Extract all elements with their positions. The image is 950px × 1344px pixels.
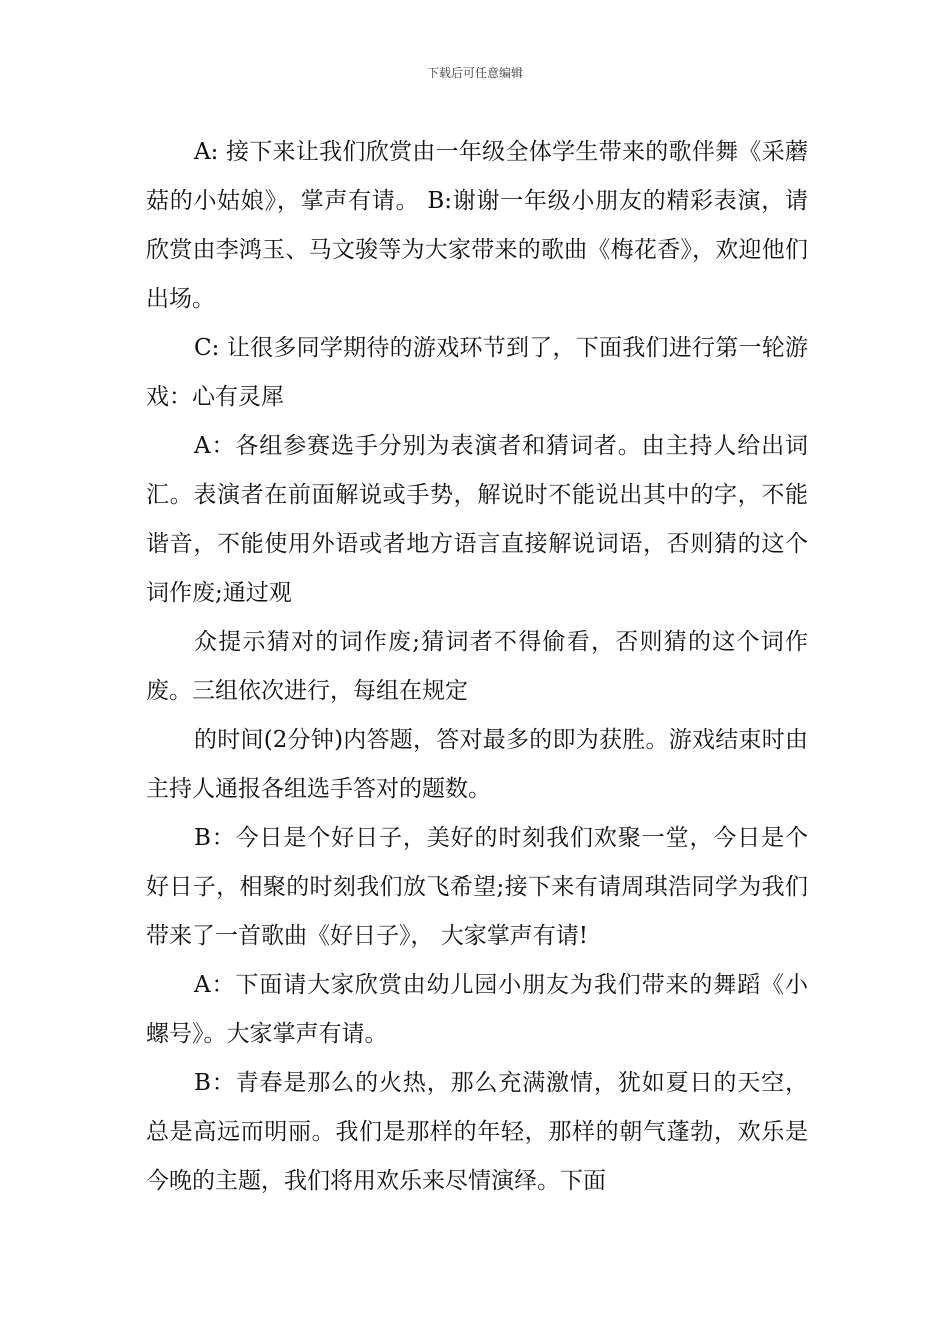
paragraph-6: B：今日是个好日子，美好的时刻我们欢聚一堂，今日是个好日子，相聚的时刻我们放飞希望;接下来有请周琪浩同学为我们带来了一首歌曲《好日子》， 大家掌声有请! — [146, 825, 808, 949]
paragraph-7: A：下面请大家欣赏由幼儿园小朋友为我们带来的舞蹈《小螺号》。大家掌声有请。 — [146, 972, 808, 1047]
paragraph-5: 的时间(2分钟)内答题，答对最多的即为获胜。游戏结束时由主持人通报各组选手答对的题数。 — [146, 727, 808, 802]
document-body — [146, 128, 808, 1206]
paragraph-8: B：青春是那么的火热，那么充满激情，犹如夏日的天空，总是高远而明丽。我们是那样的年轻，那样的朝气蓬勃，欢乐是今晚的主题，我们将用欢乐来尽情演绎。下面 — [146, 1070, 808, 1194]
paragraph-1: A: 接下来让我们欣赏由一年级全体学生带来的歌伴舞《采蘑菇的小姑娘》，掌声有请。 B:谢谢一年级小朋友的精彩表演，请欣赏由李鸿玉、马文骏等为大家带来的歌曲《梅花香》，欢迎他们出场。 — [146, 139, 808, 312]
page-header: 下载后可任意编辑 — [426, 66, 523, 80]
paragraph-3: A：各组参赛选手分别为表演者和猜词者。由主持人给出词汇。表演者在前面解说或手势，解说时不能说出其中的字，不能谐音，不能使用外语或者地方语言直接解说词语，否则猜的这个词作废;通过观 — [146, 433, 808, 606]
paragraph-4: 众提示猜对的词作废;猜词者不得偷看，否则猜的这个词作废。三组依次进行，每组在规定 — [146, 629, 808, 704]
paragraph-2: C: 让很多同学期待的游戏环节到了，下面我们进行第一轮游戏：心有灵犀 — [146, 335, 808, 410]
